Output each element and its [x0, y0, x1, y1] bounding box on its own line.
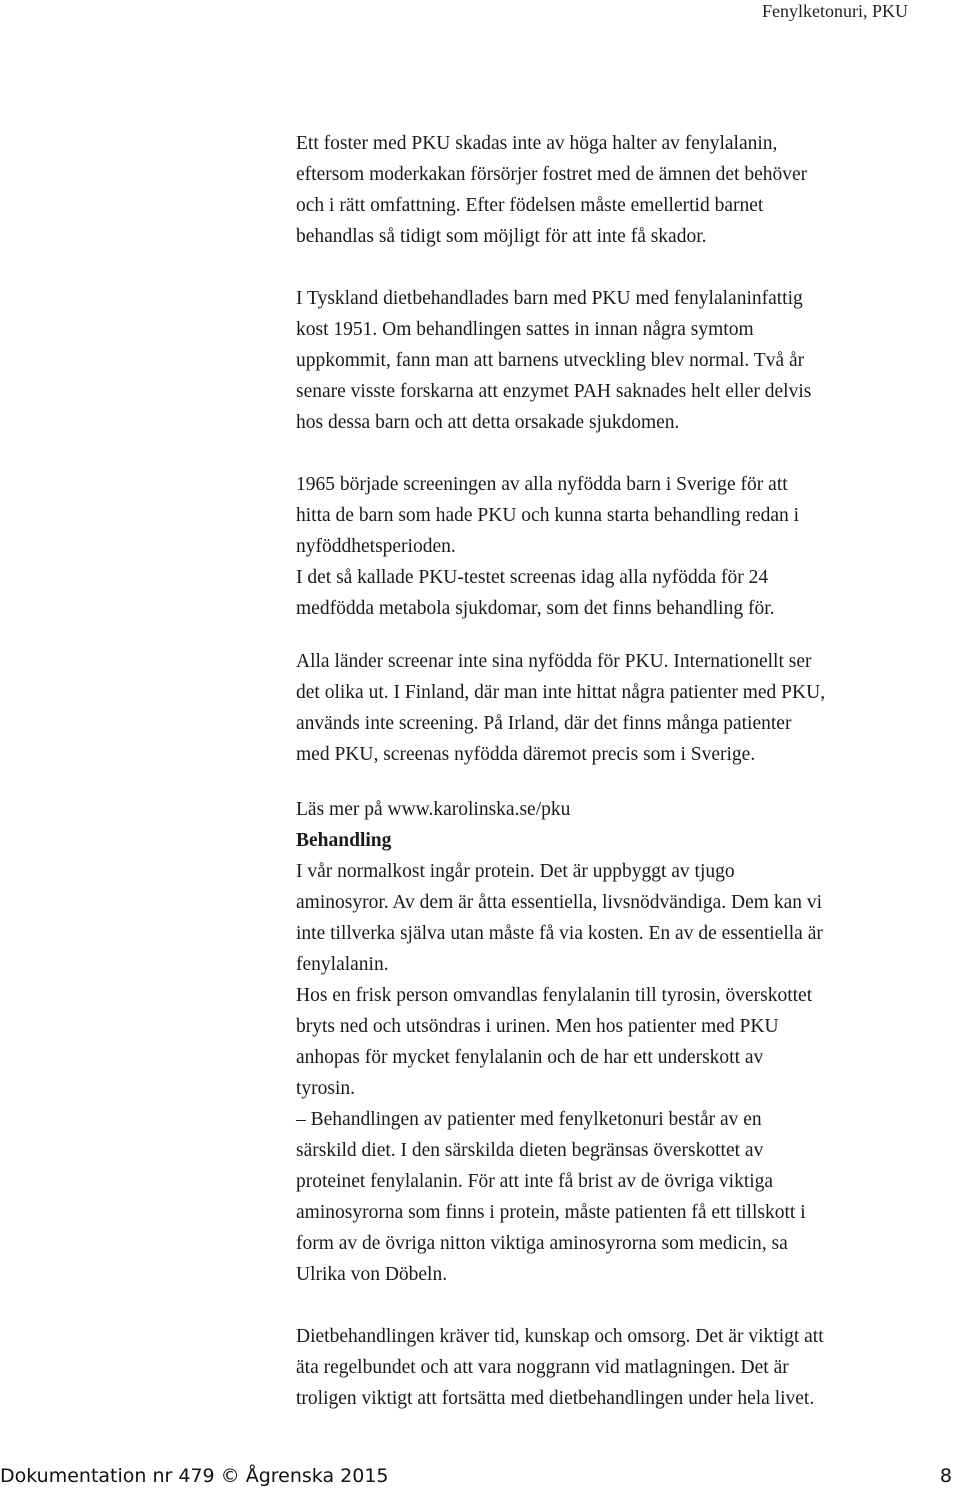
running-header: Fenylketonuri, PKU [762, 1, 908, 21]
paragraph-protein: I vår normalkost ingår protein. Det är uppbyggt av tjugo aminosyror. Av dem är åtta essentiella, livsnödvändiga. Dem kan vi inte tillverka själva utan måste få via kosten. En av de essentiella är fenylalanin. [296, 861, 823, 975]
paragraph-germany-1951: I Tyskland dietbehandlades barn med PKU med fenylalaninfattig kost 1951. Om behandlingen sattes in innan några symtom uppkommit, fann man att barnens utveckling blev normal. Två år senare visste forskarna att enzymet PAH saknades helt eller delvis hos dessa barn och att detta orsakade sjukdomen. [296, 288, 812, 433]
paragraph-diet-care: Dietbehandlingen kräver tid, kunskap och omsorg. Det är viktigt att äta regelbundet och att vara noggrann vid matlagningen. Det är troligen viktigt att fortsätta med dietbehandlingen under hela livet. [296, 1326, 824, 1409]
page-number: 8 [939, 1465, 952, 1487]
paragraph-pku-test: I det så kallade PKU-testet screenas idag alla nyfödda för 24 medfödda metabola sjukdomar, som det finns behandling för. [296, 567, 775, 619]
document-body [296, 128, 926, 1414]
section-heading-behandling: Behandling [296, 830, 392, 851]
footer-documentation: Dokumentation nr 479 © Ågrenska 2015 [0, 1465, 389, 1487]
paragraph-healthy-person: Hos en frisk person omvandlas fenylalanin till tyrosin, överskottet bryts ned och utsöndras i urinen. Men hos patienter med PKU anhopas för mycket fenylalanin och de har ett underskott av tyrosin. [296, 985, 813, 1099]
read-more-link-text: Läs mer på www.karolinska.se/pku [296, 799, 571, 820]
paragraph-fetus: Ett foster med PKU skadas inte av höga halter av fenylalanin, eftersom moderkakan försörjer fostret med de ämnen det behöver och i rätt omfattning. Efter födelsen måste emellertid barnet behandlas så tidigt som möjligt för att inte få skador. [296, 133, 808, 247]
paragraph-countries: Alla länder screenar inte sina nyfödda för PKU. Internationellt ser det olika ut. I Finland, där man inte hittat några patienter med PKU, används inte screening. På Irland, där det finns många patienter med PKU, screenas nyfödda däremot precis som i Sverige. [296, 651, 826, 765]
paragraph-quote-treatment: – Behandlingen av patienter med fenylketonuri består av en särskild diet. I den särskilda dieten begränsas överskottet av proteinet fenylalanin. För att inte få brist av de övriga viktiga aminosyrorna som finns i protein, måste patienten få ett tillskott i form av de övriga nitton viktiga aminosyrorna som medicin, sa Ulrika von Döbeln. [296, 1109, 806, 1285]
paragraph-screening-1965: 1965 började screeningen av alla nyfödda barn i Sverige för att hitta de barn som hade PKU och kunna starta behandling redan i nyföddhetsperioden. [296, 474, 800, 557]
